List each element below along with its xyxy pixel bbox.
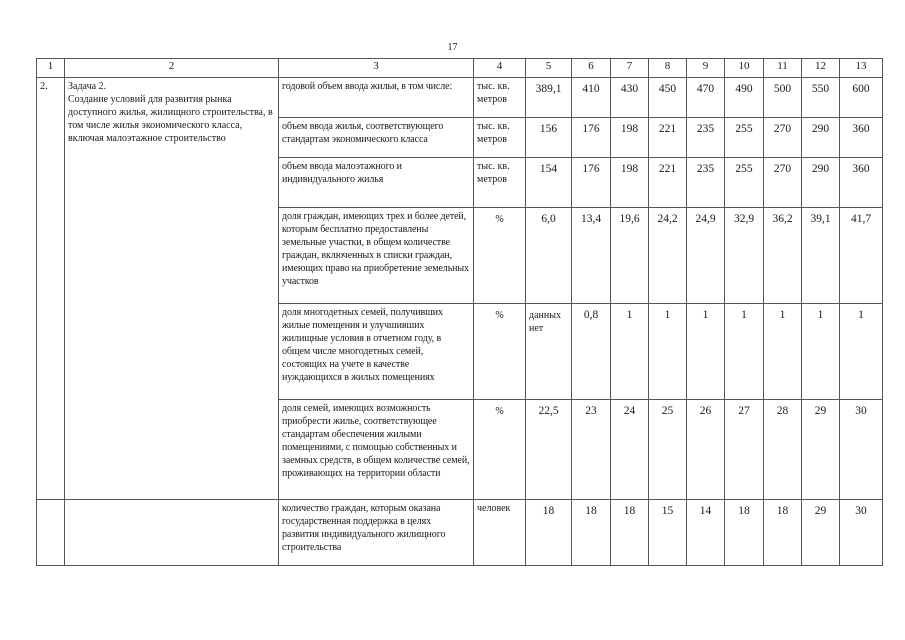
value-cell: 470 — [687, 78, 725, 118]
unit-cell: % — [474, 400, 526, 500]
value-cell: 550 — [802, 78, 840, 118]
unit-cell: тыс. кв. метров — [474, 158, 526, 208]
column-header: 12 — [802, 59, 840, 78]
value-cell: 30 — [840, 500, 883, 566]
value-cell: 19,6 — [611, 208, 649, 304]
value-cell: 1 — [649, 304, 687, 400]
column-header: 6 — [572, 59, 611, 78]
value-cell: 1 — [840, 304, 883, 400]
column-header: 4 — [474, 59, 526, 78]
value-cell: 28 — [764, 400, 802, 500]
task-text: Создание условий для развития рынка доступного жилья, жилищного строительства, в том числе жилья экономического класса, включая малоэтажное строительство — [68, 94, 273, 144]
value-cell: 39,1 — [802, 208, 840, 304]
value-cell: 430 — [611, 78, 649, 118]
value-cell: 24,2 — [649, 208, 687, 304]
indicator-table — [36, 58, 883, 566]
unit-cell: тыс. кв. метров — [474, 78, 526, 118]
value-cell: 24 — [611, 400, 649, 500]
value-cell: 255 — [725, 158, 764, 208]
value-cell: 290 — [802, 158, 840, 208]
value-cell: 18 — [764, 500, 802, 566]
value-cell: 198 — [611, 158, 649, 208]
value-cell: 24,9 — [687, 208, 725, 304]
empty-cell — [37, 500, 65, 566]
unit-cell: тыс. кв. метров — [474, 118, 526, 158]
column-header: 5 — [526, 59, 572, 78]
value-cell: 360 — [840, 158, 883, 208]
value-cell: 154 — [526, 158, 572, 208]
value-cell: 410 — [572, 78, 611, 118]
value-cell: 1 — [611, 304, 649, 400]
value-cell: 36,2 — [764, 208, 802, 304]
value-cell: 389,1 — [526, 78, 572, 118]
value-cell: 600 — [840, 78, 883, 118]
column-header: 8 — [649, 59, 687, 78]
value-cell: 1 — [725, 304, 764, 400]
value-cell: 198 — [611, 118, 649, 158]
value-cell: 30 — [840, 400, 883, 500]
value-cell: 18 — [526, 500, 572, 566]
column-header: 7 — [611, 59, 649, 78]
indicator-cell: объем ввода малоэтажного и индивидуального жилья — [279, 158, 474, 208]
value-cell: 29 — [802, 400, 840, 500]
value-cell: 490 — [725, 78, 764, 118]
value-cell: 235 — [687, 118, 725, 158]
column-header: 10 — [725, 59, 764, 78]
value-cell: данных нет — [526, 304, 572, 400]
value-cell: 18 — [572, 500, 611, 566]
value-cell: 18 — [611, 500, 649, 566]
column-header: 9 — [687, 59, 725, 78]
unit-cell: % — [474, 208, 526, 304]
value-cell: 1 — [687, 304, 725, 400]
page-number: 17 — [447, 42, 458, 53]
value-cell: 221 — [649, 118, 687, 158]
indicator-cell: доля семей, имеющих возможность приобрести жилье, соответствующее стандартам обеспечения жилыми помещениями, с помощью собственных и заемных средств, в общем количестве семей, проживающих на территории области — [279, 400, 474, 500]
table-row — [37, 78, 883, 118]
value-cell: 156 — [526, 118, 572, 158]
value-cell: 13,4 — [572, 208, 611, 304]
indicator-cell: доля граждан, имеющих трех и более детей, которым бесплатно предоставлены земельные участки, в общем количестве граждан, включенных в списки граждан, имеющих право на приобретение земельных участков — [279, 208, 474, 304]
value-cell: 255 — [725, 118, 764, 158]
indicator-cell: количество граждан, которым оказана государственная поддержка в целях развития индивидуального жилищного строительства — [279, 500, 474, 566]
column-header: 3 — [279, 59, 474, 78]
value-cell: 23 — [572, 400, 611, 500]
column-header: 1 — [37, 59, 65, 78]
value-cell: 0,8 — [572, 304, 611, 400]
header-row — [37, 59, 883, 78]
value-cell: 221 — [649, 158, 687, 208]
value-cell: 26 — [687, 400, 725, 500]
value-cell: 14 — [687, 500, 725, 566]
column-header: 13 — [840, 59, 883, 78]
value-cell: 290 — [802, 118, 840, 158]
value-cell: 29 — [802, 500, 840, 566]
value-cell: 32,9 — [725, 208, 764, 304]
column-header: 11 — [764, 59, 802, 78]
value-cell: 18 — [725, 500, 764, 566]
value-cell: 1 — [802, 304, 840, 400]
section-number: 2. — [37, 78, 65, 500]
value-cell: 176 — [572, 158, 611, 208]
value-cell: 270 — [764, 158, 802, 208]
value-cell: 360 — [840, 118, 883, 158]
value-cell: 15 — [649, 500, 687, 566]
value-cell: 25 — [649, 400, 687, 500]
value-cell: 235 — [687, 158, 725, 208]
table-row — [37, 500, 883, 566]
empty-cell — [65, 500, 279, 566]
unit-cell: человек — [474, 500, 526, 566]
value-cell: 27 — [725, 400, 764, 500]
value-cell: 41,7 — [840, 208, 883, 304]
value-cell: 270 — [764, 118, 802, 158]
value-cell: 450 — [649, 78, 687, 118]
value-cell: 1 — [764, 304, 802, 400]
indicator-cell: годовой объем ввода жилья, в том числе: — [279, 78, 474, 118]
unit-cell: % — [474, 304, 526, 400]
task-title: Задача 2. — [68, 81, 107, 92]
value-cell: 500 — [764, 78, 802, 118]
indicator-cell: объем ввода жилья, соответствующего стандартам экономического класса — [279, 118, 474, 158]
column-header: 2 — [65, 59, 279, 78]
task-cell — [65, 78, 279, 500]
indicator-cell: доля многодетных семей, получивших жилые помещения и улучшивших жилищные условия в отчетном году, в общем числе многодетных семей, состоящих на учете в качестве нуждающихся в жилых помещениях — [279, 304, 474, 400]
value-cell: 6,0 — [526, 208, 572, 304]
value-cell: 22,5 — [526, 400, 572, 500]
value-cell: 176 — [572, 118, 611, 158]
